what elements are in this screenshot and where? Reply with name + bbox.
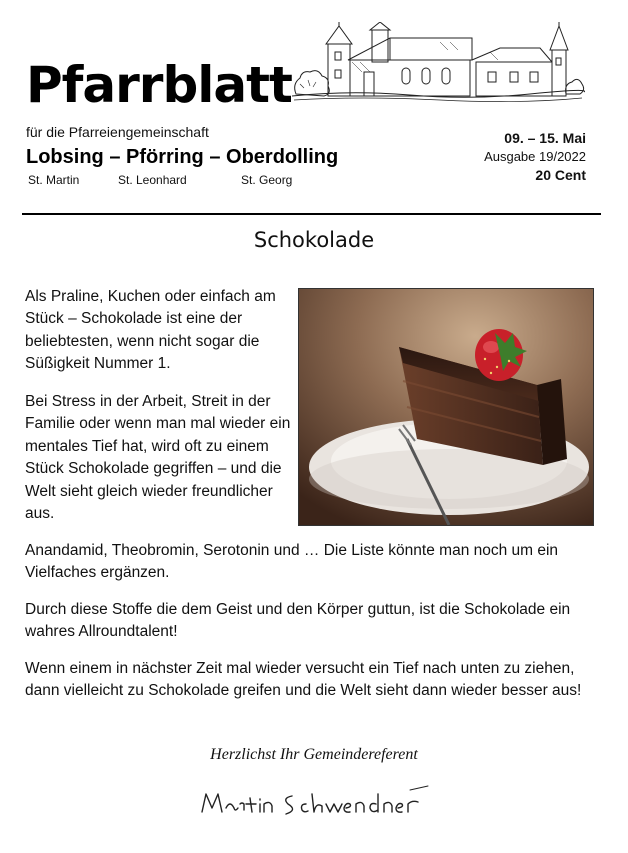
- saint-leonhard: St. Leonhard: [118, 173, 187, 187]
- chocolate-cake-photo: [298, 288, 594, 526]
- issue-dates: 09. – 15. Mai: [504, 130, 586, 146]
- church-sketch-icon: [290, 22, 586, 104]
- article-paragraph-3: Anandamid, Theobromin, Serotonin und … Die Liste könnte man noch um ein Vielfaches ergänzen.: [25, 542, 559, 582]
- article-paragraph-2: Bei Stress in der Arbeit, Streit in der Familie oder wenn man mal wieder ein mentales Tief hat, wird oft zu einem Stück Schokolade gegriffen – und die Welt sieht gleich wieder freundlicher aus.: [25, 393, 291, 523]
- masthead: [0, 0, 628, 216]
- cake-illustration: [299, 289, 593, 525]
- saint-georg: St. Georg: [241, 173, 293, 187]
- issue-info: [484, 130, 586, 183]
- issue-price: 20 Cent: [535, 167, 586, 183]
- parish-names: Lobsing – Pförring – Oberdolling: [26, 146, 339, 168]
- newsletter-title: Pfarrblatt: [26, 56, 292, 114]
- closing-greeting: Herzlichst Ihr Gemeindereferent: [210, 746, 418, 763]
- saint-martin: St. Martin: [28, 173, 80, 187]
- article-paragraph-5: Wenn einem in nächster Zeit mal wieder versucht ein Tief nach unten zu ziehen, dann vielleicht zu Schokolade greifen und die Welt sieht dann wieder besser aus!: [25, 660, 582, 700]
- article-paragraph-1: Als Praline, Kuchen oder einfach am Stück – Schokolade ist eine der beliebtesten, wenn nicht sogar die Süßigkeit Nummer 1.: [25, 288, 276, 373]
- newsletter-subtitle: für die Pfarreiengemeinschaft: [26, 124, 209, 140]
- issue-edition: Ausgabe 19/2022: [484, 149, 586, 164]
- article-paragraph-4: Durch diese Stoffe die dem Geist und den Körper guttun, ist die Schokolade ein wahres Allroundtalent!: [25, 601, 571, 641]
- signature: [196, 782, 436, 822]
- header-divider: [22, 213, 601, 215]
- article-headline: Schokolade: [253, 228, 375, 252]
